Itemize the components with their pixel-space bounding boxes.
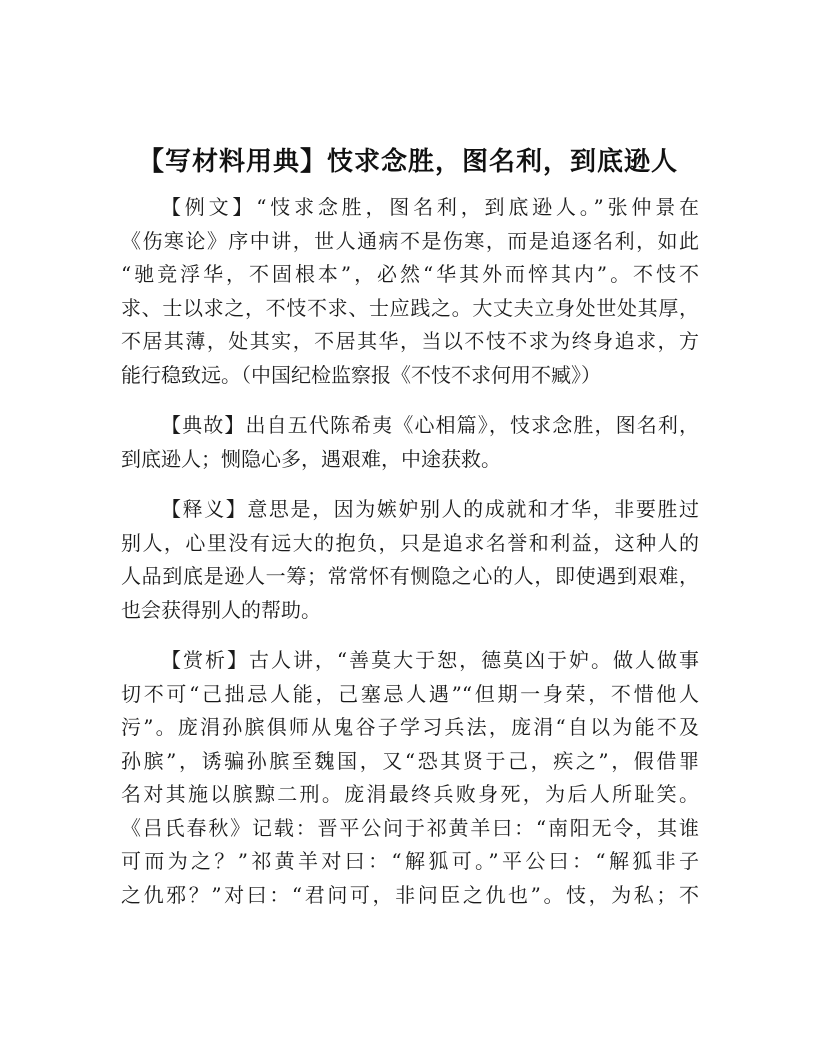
text-line: 不居其薄，处其实，不居其华，当以不忮不求为终身追求，方 (121, 329, 699, 353)
text-line: “驰竞浮华，不固根本”，必然“华其外而悴其内”。不忮不 (121, 262, 699, 286)
text-line: 人品到底是逊人一筹；常常怀有恻隐之心的人，即使遇到艰难， (121, 564, 699, 588)
paragraph-example (121, 191, 699, 392)
text-line: 【赏析】古人讲，“善莫大于恕，德莫凶于妒。做人做事 (161, 648, 699, 672)
text-line: 能行稳致远。（中国纪检监察报《不忮不求何用不臧》） (121, 362, 601, 387)
text-line: 可而为之？”祁黄羊对曰：“解狐可。”平公曰：“解狐非子 (121, 849, 699, 873)
document-body (121, 191, 699, 929)
text-line: 名对其施以膑黥二刑。庞涓最终兵败身死，为后人所耻笑。 (121, 782, 699, 806)
text-line: 污”。庞涓孙膑俱师从鬼谷子学习兵法，庞涓“自以为能不及 (121, 715, 699, 739)
text-line: 求、士以求之，不忮不求、士应践之。大丈夫立身处世处其厚， (121, 295, 699, 320)
text-line: 孙膑”，诱骗孙膑至魏国，又“恐其贤于己，疾之”，假借罪 (121, 748, 699, 773)
paragraph-allusion (121, 409, 699, 476)
text-line: 到底逊人；恻隐心多，遇艰难，中途获救。 (121, 446, 501, 471)
text-line: 《伤寒论》序中讲，世人通病不是伤寒，而是追逐名利，如此 (121, 228, 699, 253)
text-line: 之仇邪？”对曰：“君问可，非问臣之仇也”。忮，为私；不 (121, 882, 699, 907)
text-line: 【例文】“忮求念胜，图名利，到底逊人。”张仲景在 (161, 195, 699, 219)
paragraph-interpretation (121, 493, 699, 627)
document-title: 【写材料用典】忮求念胜，图名利，到底逊人 (137, 147, 678, 177)
text-line: 【典故】出自五代陈希夷《心相篇》，忮求念胜，图名利， (161, 413, 699, 437)
text-line: 别人，心里没有远大的抱负，只是追求名誉和利益，这种人的 (121, 530, 699, 555)
paragraph-appreciation (121, 644, 699, 912)
text-line: 切不可“己拙忌人能，己塞忌人遇”“但期一身荣，不惜他人 (121, 681, 699, 706)
text-line: 也会获得别人的帮助。 (121, 597, 321, 622)
text-line: 《吕氏春秋》记载：晋平公问于祁黄羊曰：“南阳无令，其谁 (121, 815, 699, 840)
text-line: 【释义】意思是，因为嫉妒别人的成就和才华，非要胜过 (161, 497, 699, 521)
